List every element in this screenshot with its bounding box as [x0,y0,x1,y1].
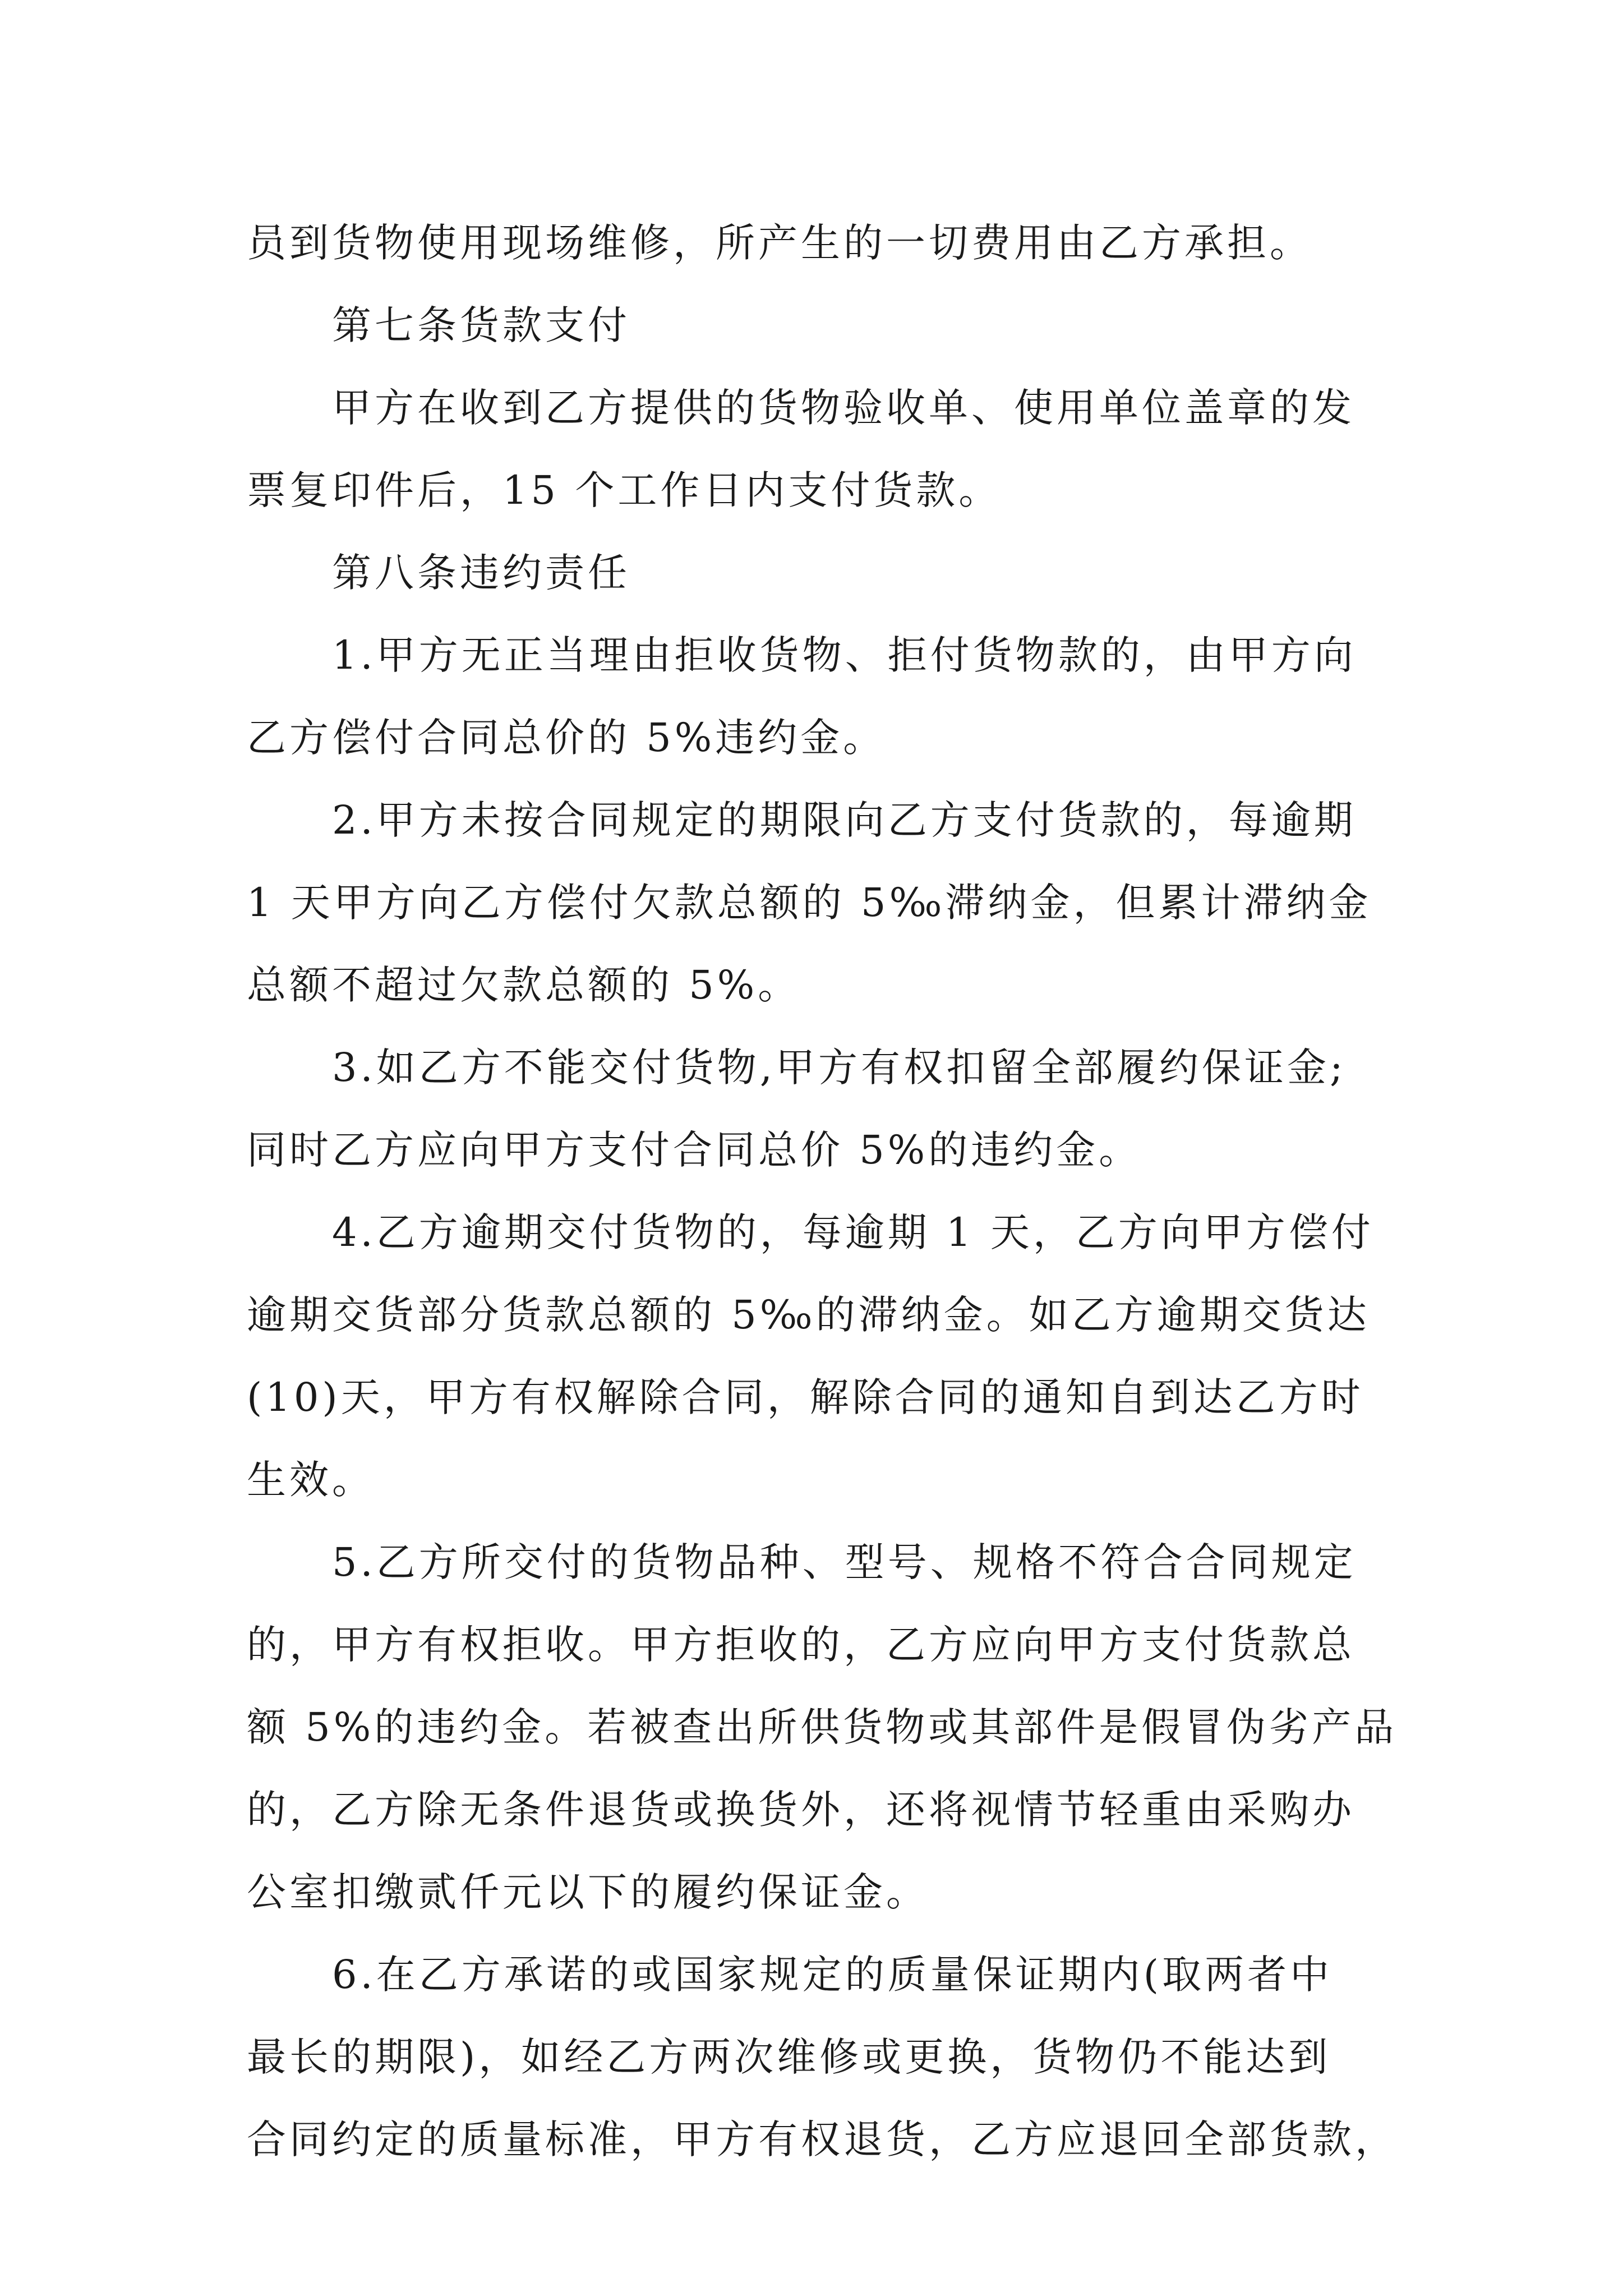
text-line: 公室扣缴贰仟元以下的履约保证金。 [247,1869,929,1915]
text-line: 5.乙方所交付的货物品种、型号、规格不符合合同规定 [332,1539,1357,1585]
section-heading: 第八条违约责任 [332,550,630,596]
text-line: 1.甲方无正当理由拒收货物、拒付货物款的，由甲方向 [332,632,1357,678]
text-line: 逾期交货部分货款总额的 5‰的滞纳金。如乙方逾期交货达 [247,1292,1370,1338]
text-line: 最长的期限)，如经乙方两次维修或更换，货物仍不能达到 [247,2034,1331,2080]
text-line: 6.在乙方承诺的或国家规定的质量保证期内(取两者中 [332,1952,1333,1998]
text-line: 合同约定的质量标准，甲方有权退货，乙方应退回全部货款， [247,2116,1398,2162]
text-line: 总额不超过欠款总额的 5%。 [247,962,801,1008]
text-line: (10)天，甲方有权解除合同，解除合同的通知自到达乙方时 [247,1374,1364,1420]
text-line: 乙方偿付合同总价的 5%违约金。 [247,715,886,761]
section-heading: 第七条货款支付 [332,302,630,348]
text-line: 的，甲方有权拒收。甲方拒收的，乙方应向甲方支付货款总 [247,1622,1355,1668]
text-line: 1 天甲方向乙方偿付欠款总额的 5‰滞纳金，但累计滞纳金 [247,880,1372,926]
text-line: 甲方在收到乙方提供的货物验收单、使用单位盖章的发 [332,385,1355,431]
text-line: 同时乙方应向甲方支付合同总价 5%的违约金。 [247,1127,1142,1173]
contract-text [247,202,1398,2181]
text-line: 2.甲方未按合同规定的期限向乙方支付货款的，每逾期 [332,797,1357,843]
text-line: 员到货物使用现场维修，所产生的一切费用由乙方承担。 [247,220,1312,266]
text-line: 4.乙方逾期交付货物的，每逾期 1 天，乙方向甲方偿付 [332,1209,1374,1255]
text-line: 3.如乙方不能交付货物,甲方有权扣留全部履约保证金; [332,1045,1347,1091]
text-line: 票复印件后，15 个工作日内支付货款。 [247,467,1002,513]
text-line: 生效。 [247,1457,375,1503]
text-line: 额 5%的违约金。若被查出所供货物或其部件是假冒伪劣产品 [247,1704,1398,1750]
text-line: 的，乙方除无条件退货或换货外，还将视情节轻重由采购办 [247,1787,1355,1833]
